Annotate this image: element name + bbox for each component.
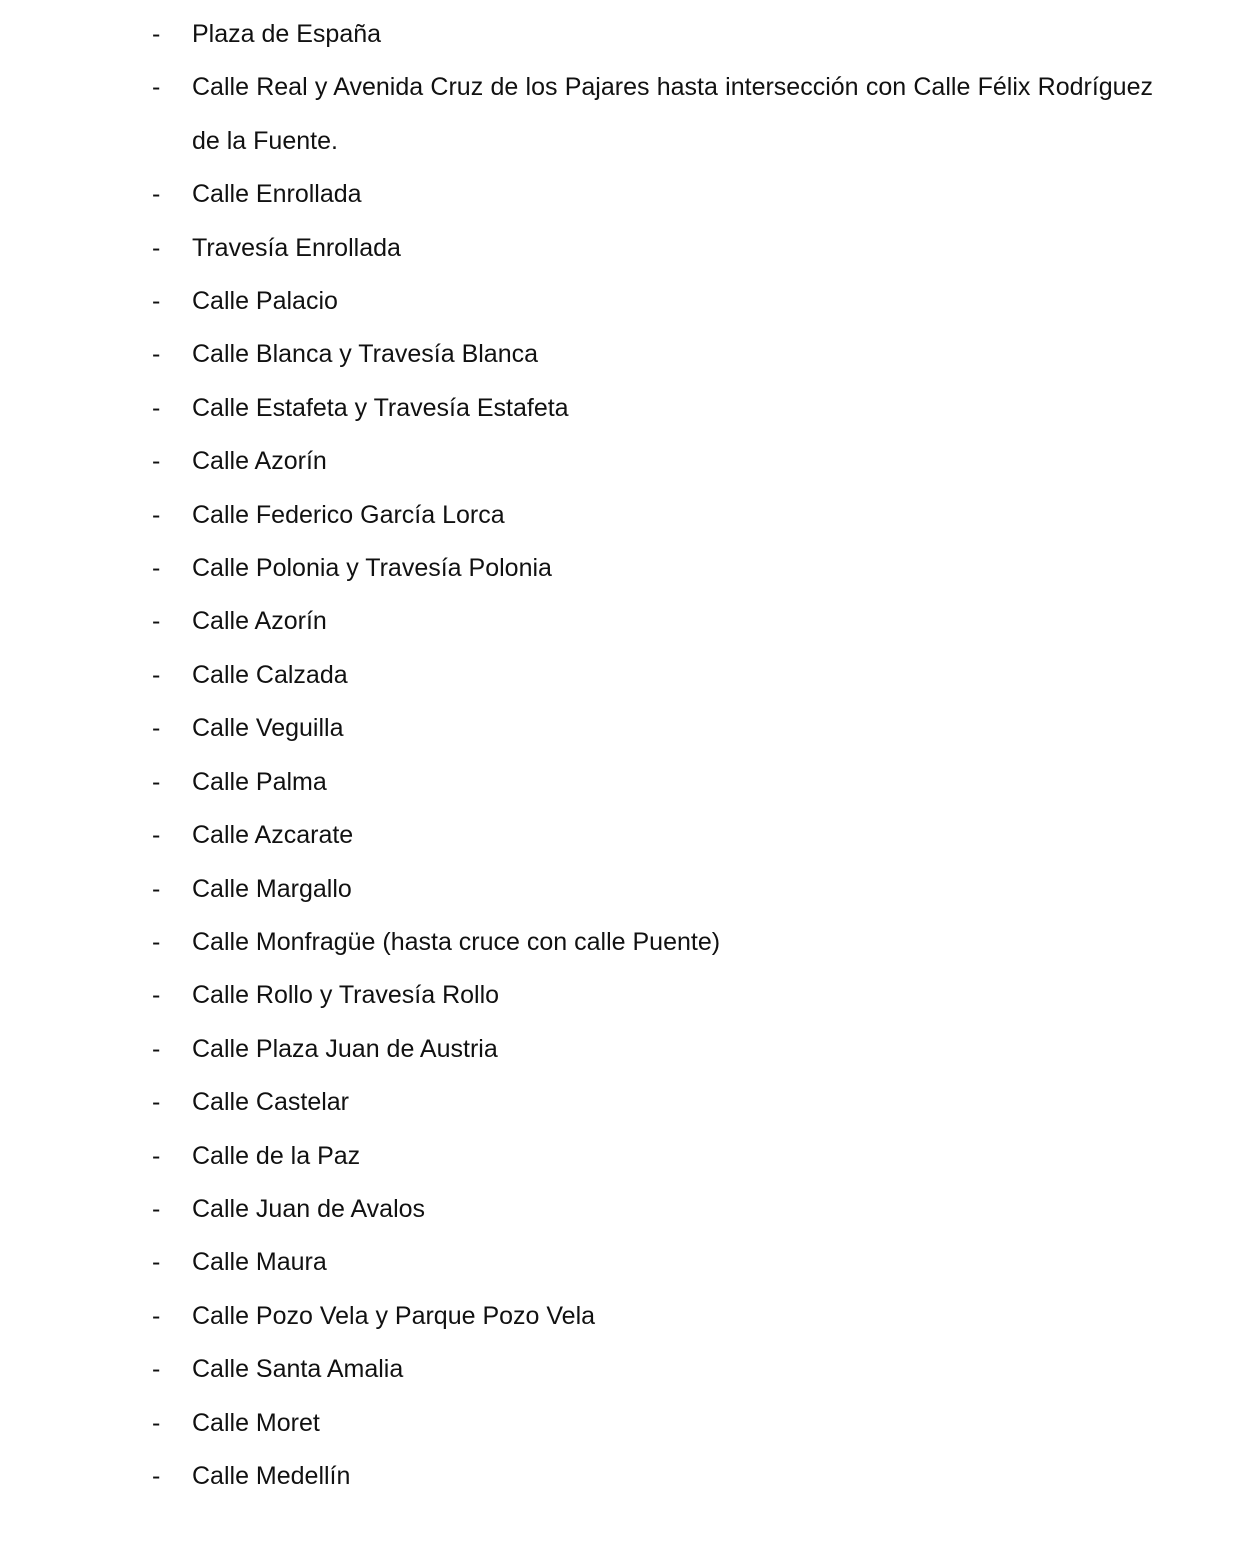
list-item-text: Calle Medellín [192, 1461, 351, 1490]
list-item [152, 1450, 1153, 1503]
list-item-text: Calle Santa Amalia [192, 1355, 404, 1384]
list-bullet: - [152, 393, 161, 422]
list-item-text: Calle Enrollada [192, 180, 362, 209]
list-bullet: - [152, 340, 161, 369]
list-item [152, 1397, 1153, 1450]
list-bullet: - [152, 927, 161, 956]
list-item-text: Calle Azcarate [192, 821, 354, 850]
list-item-text: Calle Polonia y Travesía Polonia [192, 554, 552, 583]
list-item [152, 275, 1153, 328]
list-item-text: Calle Estafeta y Travesía Estafeta [192, 393, 569, 422]
list-item-text: Calle Palacio [192, 287, 338, 316]
list-bullet: - [152, 1301, 161, 1330]
list-item [152, 435, 1153, 488]
list-bullet: - [152, 821, 161, 850]
list-bullet: - [152, 287, 161, 316]
list-item-text: Calle Juan de Avalos [192, 1194, 426, 1223]
list-bullet: - [152, 1194, 161, 1223]
list-item-text: Calle Blanca y Travesía Blanca [192, 340, 539, 369]
list-item-text: Calle Plaza Juan de Austria [192, 1034, 498, 1063]
list-item [152, 1343, 1153, 1396]
list-item-text: Calle Calzada [192, 660, 348, 689]
street-list [152, 8, 1153, 1503]
list-item [152, 863, 1153, 916]
list-bullet: - [152, 874, 161, 903]
list-item [152, 702, 1153, 755]
list-item [152, 222, 1153, 275]
list-item [152, 595, 1153, 648]
list-item [152, 916, 1153, 969]
list-item-text: Calle Castelar [192, 1088, 350, 1117]
list-item-text: Calle Real y Avenida Cruz de los Pajares hasta intersección con Calle Félix Rodríguez de la Fuente. [192, 73, 1153, 155]
list-bullet: - [152, 1355, 161, 1384]
list-item [152, 809, 1153, 862]
list-item [152, 168, 1153, 221]
list-item-text: Calle Veguilla [192, 714, 344, 743]
list-item [152, 542, 1153, 595]
list-item-text: Calle Maura [192, 1248, 327, 1277]
list-item [152, 61, 1153, 168]
list-bullet: - [152, 1088, 161, 1117]
list-bullet: - [152, 981, 161, 1010]
list-bullet: - [152, 20, 161, 48]
list-item-text: Calle Monfragüe (hasta cruce con calle Puente) [192, 927, 721, 956]
list-bullet: - [152, 1034, 161, 1063]
list-bullet: - [152, 554, 161, 583]
list-item-text: Calle Palma [192, 767, 327, 796]
list-item [152, 756, 1153, 809]
list-item [152, 1130, 1153, 1183]
list-item-text: Calle Azorín [192, 447, 327, 476]
list-item-text: Calle Moret [192, 1408, 320, 1437]
list-item [152, 1183, 1153, 1236]
list-item-text: Calle de la Paz [192, 1141, 361, 1170]
list-item [152, 1236, 1153, 1289]
list-bullet: - [152, 1141, 161, 1170]
list-bullet: - [152, 1408, 161, 1437]
list-bullet: - [152, 767, 161, 796]
list-item [152, 382, 1153, 435]
list-bullet: - [152, 447, 161, 476]
list-item-text: Calle Federico García Lorca [192, 500, 505, 529]
list-bullet: - [152, 1461, 161, 1490]
list-item [152, 1023, 1153, 1076]
list-item [152, 489, 1153, 542]
list-bullet: - [152, 73, 161, 102]
list-bullet: - [152, 607, 161, 636]
list-bullet: - [152, 714, 161, 743]
list-item-text: Calle Margallo [192, 874, 352, 903]
list-item-text: Calle Azorín [192, 607, 327, 636]
list-item [152, 969, 1153, 1022]
list-item [152, 8, 1153, 61]
list-item-text: Calle Pozo Vela y Parque Pozo Vela [192, 1301, 596, 1330]
list-item [152, 649, 1153, 702]
list-bullet: - [152, 500, 161, 529]
list-bullet: - [152, 233, 161, 262]
list-bullet: - [152, 1248, 161, 1277]
list-bullet: - [152, 660, 161, 689]
list-item-text: Plaza de España [192, 20, 382, 48]
list-bullet: - [152, 180, 161, 209]
list-item [152, 1076, 1153, 1129]
list-item-text: Calle Rollo y Travesía Rollo [192, 981, 500, 1010]
list-item-text: Travesía Enrollada [192, 233, 401, 262]
list-item [152, 1290, 1153, 1343]
list-item [152, 328, 1153, 381]
